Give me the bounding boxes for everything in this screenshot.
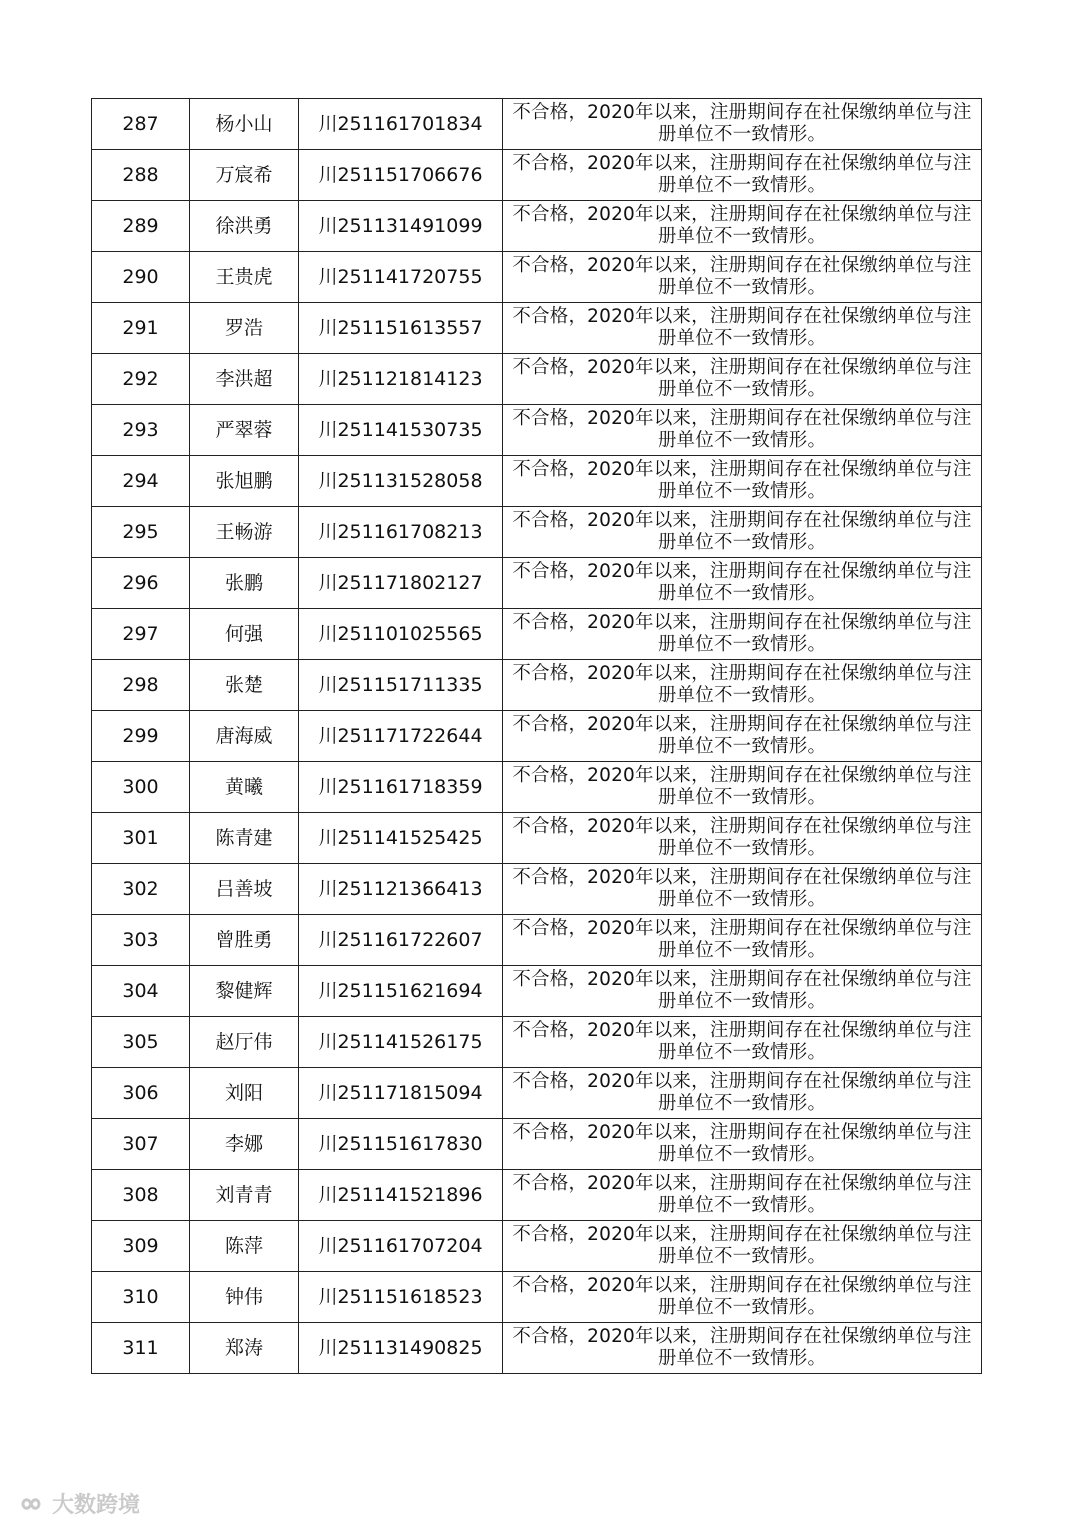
registration-number-cell: 川251161708213 (299, 507, 503, 558)
table-row (92, 303, 982, 354)
registration-number-cell: 川251151621694 (299, 966, 503, 1017)
registration-number-cell: 川251141720755 (299, 252, 503, 303)
row-number-cell: 294 (92, 456, 190, 507)
name-cell: 张鹏 (190, 558, 299, 609)
reason-cell: 不合格，2020年以来，注册期间存在社保缴纳单位与注册单位不一致情形。 (503, 456, 982, 507)
registration-number-cell: 川251131528058 (299, 456, 503, 507)
row-number-cell: 306 (92, 1068, 190, 1119)
name-cell: 杨小山 (190, 99, 299, 150)
registration-number-cell: 川251161718359 (299, 762, 503, 813)
name-cell: 王贵虎 (190, 252, 299, 303)
row-number-cell: 302 (92, 864, 190, 915)
row-number-cell: 300 (92, 762, 190, 813)
name-cell: 李娜 (190, 1119, 299, 1170)
name-cell: 王畅游 (190, 507, 299, 558)
table-row (92, 1068, 982, 1119)
name-cell: 严翠蓉 (190, 405, 299, 456)
reason-cell: 不合格，2020年以来，注册期间存在社保缴纳单位与注册单位不一致情形。 (503, 1119, 982, 1170)
registration-number-cell: 川251141525425 (299, 813, 503, 864)
reason-cell: 不合格，2020年以来，注册期间存在社保缴纳单位与注册单位不一致情形。 (503, 354, 982, 405)
reason-cell: 不合格，2020年以来，注册期间存在社保缴纳单位与注册单位不一致情形。 (503, 711, 982, 762)
name-cell: 徐洪勇 (190, 201, 299, 252)
table-row (92, 966, 982, 1017)
row-number-cell: 303 (92, 915, 190, 966)
row-number-cell: 305 (92, 1017, 190, 1068)
row-number-cell: 308 (92, 1170, 190, 1221)
reason-cell: 不合格，2020年以来，注册期间存在社保缴纳单位与注册单位不一致情形。 (503, 1017, 982, 1068)
row-number-cell: 311 (92, 1323, 190, 1374)
table-row (92, 1221, 982, 1272)
name-cell: 李洪超 (190, 354, 299, 405)
table-row (92, 558, 982, 609)
reason-cell: 不合格，2020年以来，注册期间存在社保缴纳单位与注册单位不一致情形。 (503, 762, 982, 813)
registration-number-cell: 川251121814123 (299, 354, 503, 405)
registration-number-cell: 川251151618523 (299, 1272, 503, 1323)
row-number-cell: 292 (92, 354, 190, 405)
row-number-cell: 288 (92, 150, 190, 201)
registration-number-cell: 川251161707204 (299, 1221, 503, 1272)
reason-cell: 不合格，2020年以来，注册期间存在社保缴纳单位与注册单位不一致情形。 (503, 150, 982, 201)
reason-cell: 不合格，2020年以来，注册期间存在社保缴纳单位与注册单位不一致情形。 (503, 1221, 982, 1272)
reason-cell: 不合格，2020年以来，注册期间存在社保缴纳单位与注册单位不一致情形。 (503, 660, 982, 711)
records-table (91, 98, 982, 1374)
table-row (92, 660, 982, 711)
table-row (92, 201, 982, 252)
row-number-cell: 295 (92, 507, 190, 558)
name-cell: 黎健辉 (190, 966, 299, 1017)
registration-number-cell: 川251151711335 (299, 660, 503, 711)
reason-cell: 不合格，2020年以来，注册期间存在社保缴纳单位与注册单位不一致情形。 (503, 303, 982, 354)
watermark (14, 1488, 140, 1519)
row-number-cell: 296 (92, 558, 190, 609)
registration-number-cell: 川251141521896 (299, 1170, 503, 1221)
registration-number-cell: 川251141530735 (299, 405, 503, 456)
name-cell: 吕善坡 (190, 864, 299, 915)
reason-cell: 不合格，2020年以来，注册期间存在社保缴纳单位与注册单位不一致情形。 (503, 558, 982, 609)
table-row (92, 1170, 982, 1221)
row-number-cell: 310 (92, 1272, 190, 1323)
table-row (92, 252, 982, 303)
row-number-cell: 290 (92, 252, 190, 303)
registration-number-cell: 川251131491099 (299, 201, 503, 252)
name-cell: 张楚 (190, 660, 299, 711)
table-row (92, 1119, 982, 1170)
reason-cell: 不合格，2020年以来，注册期间存在社保缴纳单位与注册单位不一致情形。 (503, 1170, 982, 1221)
reason-cell: 不合格，2020年以来，注册期间存在社保缴纳单位与注册单位不一致情形。 (503, 915, 982, 966)
reason-cell: 不合格，2020年以来，注册期间存在社保缴纳单位与注册单位不一致情形。 (503, 1068, 982, 1119)
name-cell: 陈青建 (190, 813, 299, 864)
row-number-cell: 304 (92, 966, 190, 1017)
registration-number-cell: 川251151617830 (299, 1119, 503, 1170)
name-cell: 刘阳 (190, 1068, 299, 1119)
row-number-cell: 287 (92, 99, 190, 150)
name-cell: 郑涛 (190, 1323, 299, 1374)
registration-number-cell: 川251151613557 (299, 303, 503, 354)
name-cell: 罗浩 (190, 303, 299, 354)
records-table-body (92, 99, 982, 1374)
name-cell: 何强 (190, 609, 299, 660)
table-row (92, 507, 982, 558)
reason-cell: 不合格，2020年以来，注册期间存在社保缴纳单位与注册单位不一致情形。 (503, 507, 982, 558)
reason-cell: 不合格，2020年以来，注册期间存在社保缴纳单位与注册单位不一致情形。 (503, 966, 982, 1017)
name-cell: 唐海威 (190, 711, 299, 762)
table-row (92, 405, 982, 456)
table-row (92, 456, 982, 507)
reason-cell: 不合格，2020年以来，注册期间存在社保缴纳单位与注册单位不一致情形。 (503, 252, 982, 303)
table-row (92, 711, 982, 762)
registration-number-cell: 川251151706676 (299, 150, 503, 201)
row-number-cell: 293 (92, 405, 190, 456)
registration-number-cell: 川251161722607 (299, 915, 503, 966)
name-cell: 赵厅伟 (190, 1017, 299, 1068)
table-row (92, 762, 982, 813)
table-row (92, 99, 982, 150)
registration-number-cell: 川251171815094 (299, 1068, 503, 1119)
name-cell: 曾胜勇 (190, 915, 299, 966)
infinity-icon (14, 1493, 48, 1515)
table-row (92, 813, 982, 864)
name-cell: 陈萍 (190, 1221, 299, 1272)
reason-cell: 不合格，2020年以来，注册期间存在社保缴纳单位与注册单位不一致情形。 (503, 201, 982, 252)
name-cell: 万宸希 (190, 150, 299, 201)
name-cell: 刘青青 (190, 1170, 299, 1221)
table-row (92, 150, 982, 201)
table-row (92, 915, 982, 966)
registration-number-cell: 川251171802127 (299, 558, 503, 609)
table-row (92, 864, 982, 915)
reason-cell: 不合格，2020年以来，注册期间存在社保缴纳单位与注册单位不一致情形。 (503, 99, 982, 150)
row-number-cell: 301 (92, 813, 190, 864)
registration-number-cell: 川251171722644 (299, 711, 503, 762)
name-cell: 钟伟 (190, 1272, 299, 1323)
reason-cell: 不合格，2020年以来，注册期间存在社保缴纳单位与注册单位不一致情形。 (503, 609, 982, 660)
row-number-cell: 291 (92, 303, 190, 354)
row-number-cell: 299 (92, 711, 190, 762)
name-cell: 黄曦 (190, 762, 299, 813)
registration-number-cell: 川251161701834 (299, 99, 503, 150)
table-row (92, 1017, 982, 1068)
name-cell: 张旭鹏 (190, 456, 299, 507)
row-number-cell: 297 (92, 609, 190, 660)
registration-number-cell: 川251131490825 (299, 1323, 503, 1374)
table-row (92, 609, 982, 660)
row-number-cell: 309 (92, 1221, 190, 1272)
row-number-cell: 298 (92, 660, 190, 711)
reason-cell: 不合格，2020年以来，注册期间存在社保缴纳单位与注册单位不一致情形。 (503, 1323, 982, 1374)
reason-cell: 不合格，2020年以来，注册期间存在社保缴纳单位与注册单位不一致情形。 (503, 1272, 982, 1323)
reason-cell: 不合格，2020年以来，注册期间存在社保缴纳单位与注册单位不一致情形。 (503, 864, 982, 915)
reason-cell: 不合格，2020年以来，注册期间存在社保缴纳单位与注册单位不一致情形。 (503, 405, 982, 456)
row-number-cell: 307 (92, 1119, 190, 1170)
table-row (92, 354, 982, 405)
registration-number-cell: 川251121366413 (299, 864, 503, 915)
watermark-text: 大数跨境 (52, 1493, 141, 1518)
table-row (92, 1323, 982, 1374)
registration-number-cell: 川251141526175 (299, 1017, 503, 1068)
row-number-cell: 289 (92, 201, 190, 252)
table-row (92, 1272, 982, 1323)
registration-number-cell: 川251101025565 (299, 609, 503, 660)
reason-cell: 不合格，2020年以来，注册期间存在社保缴纳单位与注册单位不一致情形。 (503, 813, 982, 864)
